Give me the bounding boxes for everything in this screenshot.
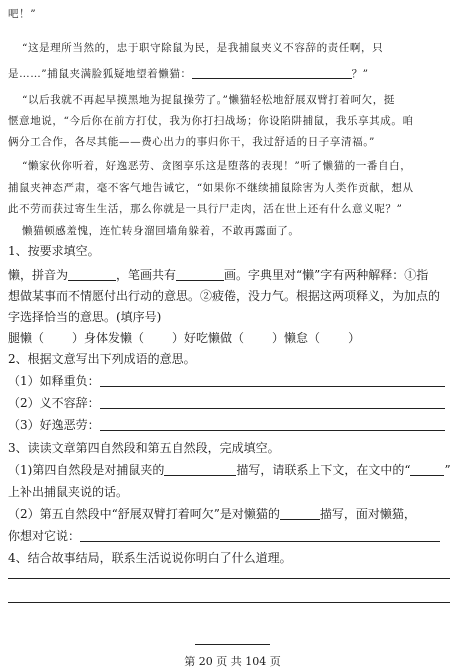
story-line: 俩分工合作，各尽其能——费心出力的事归你干，我过舒适的日子享清福。” bbox=[8, 136, 376, 148]
q1-text: 画。字典里对“懒”字有两种解释：①指 bbox=[224, 268, 429, 282]
story-line: “懒家伙你听着，好逸恶劳、贪图享乐这是堕落的表现！”听了懒猫的一番自白， bbox=[22, 160, 412, 172]
story-line: “以后我就不再起早摸黑地为捉鼠操劳了。”懒猫轻松地舒展双臂打着呵欠，挺 bbox=[22, 94, 395, 106]
q3-text: （1)第四自然段是对捕鼠夹的 bbox=[8, 463, 165, 477]
option-text: ）身体发懒（ bbox=[72, 331, 145, 345]
q1-text: 懒，拼音为 bbox=[8, 268, 69, 282]
page-number: 第 20 页 共 104 页 bbox=[184, 655, 281, 668]
question-1-line: 字选择恰当的意思。(填序号) bbox=[8, 310, 162, 324]
q3-text: 描写，请联系上下文，在文中的“ bbox=[236, 463, 411, 477]
question-2-item bbox=[0, 374, 465, 389]
story-text: 是……”捕鼠夹满脸狐疑地望着懒猫： bbox=[8, 68, 192, 80]
story-line: “这是理所当然的，忠于职守除鼠为民，是我捕鼠夹义不容辞的责任啊，只 bbox=[22, 42, 384, 54]
question-2-title: 2、根据文意写出下列成语的意思。 bbox=[8, 352, 196, 366]
item-label: （2）义不容辞： bbox=[8, 396, 100, 410]
pinyin-blank[interactable] bbox=[68, 269, 116, 281]
answer-line[interactable] bbox=[8, 602, 450, 603]
question-1-line bbox=[0, 268, 465, 283]
option-text: ）懒怠（ bbox=[272, 331, 321, 345]
answer-line[interactable] bbox=[80, 530, 440, 542]
option-text: ）好吃懒做（ bbox=[172, 331, 245, 345]
story-line: 懒猫顿感羞愧，连忙转身溜回墙角躲着，不敢再露面了。 bbox=[22, 225, 300, 237]
answer-blank[interactable] bbox=[410, 464, 444, 476]
footer-divider bbox=[195, 644, 270, 645]
story-line: 惬意地说，“今后你在前方打仗，我为你打扫战场；你设陷阱捕鼠，我乐享其成。咱 bbox=[8, 115, 414, 127]
story-text: ？” bbox=[351, 68, 369, 80]
answer-line[interactable] bbox=[100, 397, 445, 409]
q3-text: ” bbox=[444, 463, 451, 477]
q3-text: （2）第五自然段中“舒展双臂打着呵欠”是对懒猫的 bbox=[8, 507, 280, 521]
q1-text: ，笔画共有 bbox=[116, 268, 177, 282]
question-3-line: 上补出捕鼠夹说的话。 bbox=[8, 485, 129, 499]
story-line: 此不劳而获过寄生生活，那么你就是一具行尸走肉，活在世上还有什么意义呢？” bbox=[8, 203, 403, 215]
stroke-count-blank[interactable] bbox=[176, 269, 224, 281]
question-3-title: 3、读读文章第四自然段和第五自然段，完成填空。 bbox=[8, 441, 280, 455]
story-line bbox=[0, 67, 465, 81]
item-label: （1）如释重负： bbox=[8, 374, 100, 388]
question-3-line bbox=[0, 507, 465, 522]
answer-blank[interactable] bbox=[192, 67, 352, 79]
answer-line[interactable] bbox=[100, 375, 445, 387]
q3-text: 你想对它说： bbox=[8, 529, 81, 543]
question-2-item bbox=[0, 396, 465, 411]
question-1-title: 1、按要求填空。 bbox=[8, 244, 100, 258]
question-1-options bbox=[0, 331, 465, 346]
answer-blank[interactable] bbox=[280, 508, 320, 520]
option-text: ） bbox=[348, 331, 361, 345]
question-3-line bbox=[0, 463, 465, 478]
q3-text: 描写，面对懒猫， bbox=[319, 507, 416, 521]
question-2-item bbox=[0, 418, 465, 433]
question-3-line bbox=[0, 529, 465, 544]
option-text: 腿懒（ bbox=[8, 331, 45, 345]
item-label: （3）好逸恶劳： bbox=[8, 418, 100, 432]
question-4-title: 4、结合故事结局，联系生活说说你明白了什么道理。 bbox=[8, 551, 292, 565]
answer-blank[interactable] bbox=[164, 464, 236, 476]
story-line: 吧！” bbox=[8, 8, 37, 20]
story-line: 捕鼠夹神态严肃，毫不客气地告诫它，“如果你不继续捕鼠除害为人类作贡献，想从 bbox=[8, 182, 414, 194]
answer-line[interactable] bbox=[8, 578, 450, 579]
answer-line[interactable] bbox=[100, 419, 445, 431]
question-1-line: 想做某事而不情愿付出行动的意思。②疲倦，没力气。根据这两项释义，为加点的 bbox=[8, 289, 441, 303]
